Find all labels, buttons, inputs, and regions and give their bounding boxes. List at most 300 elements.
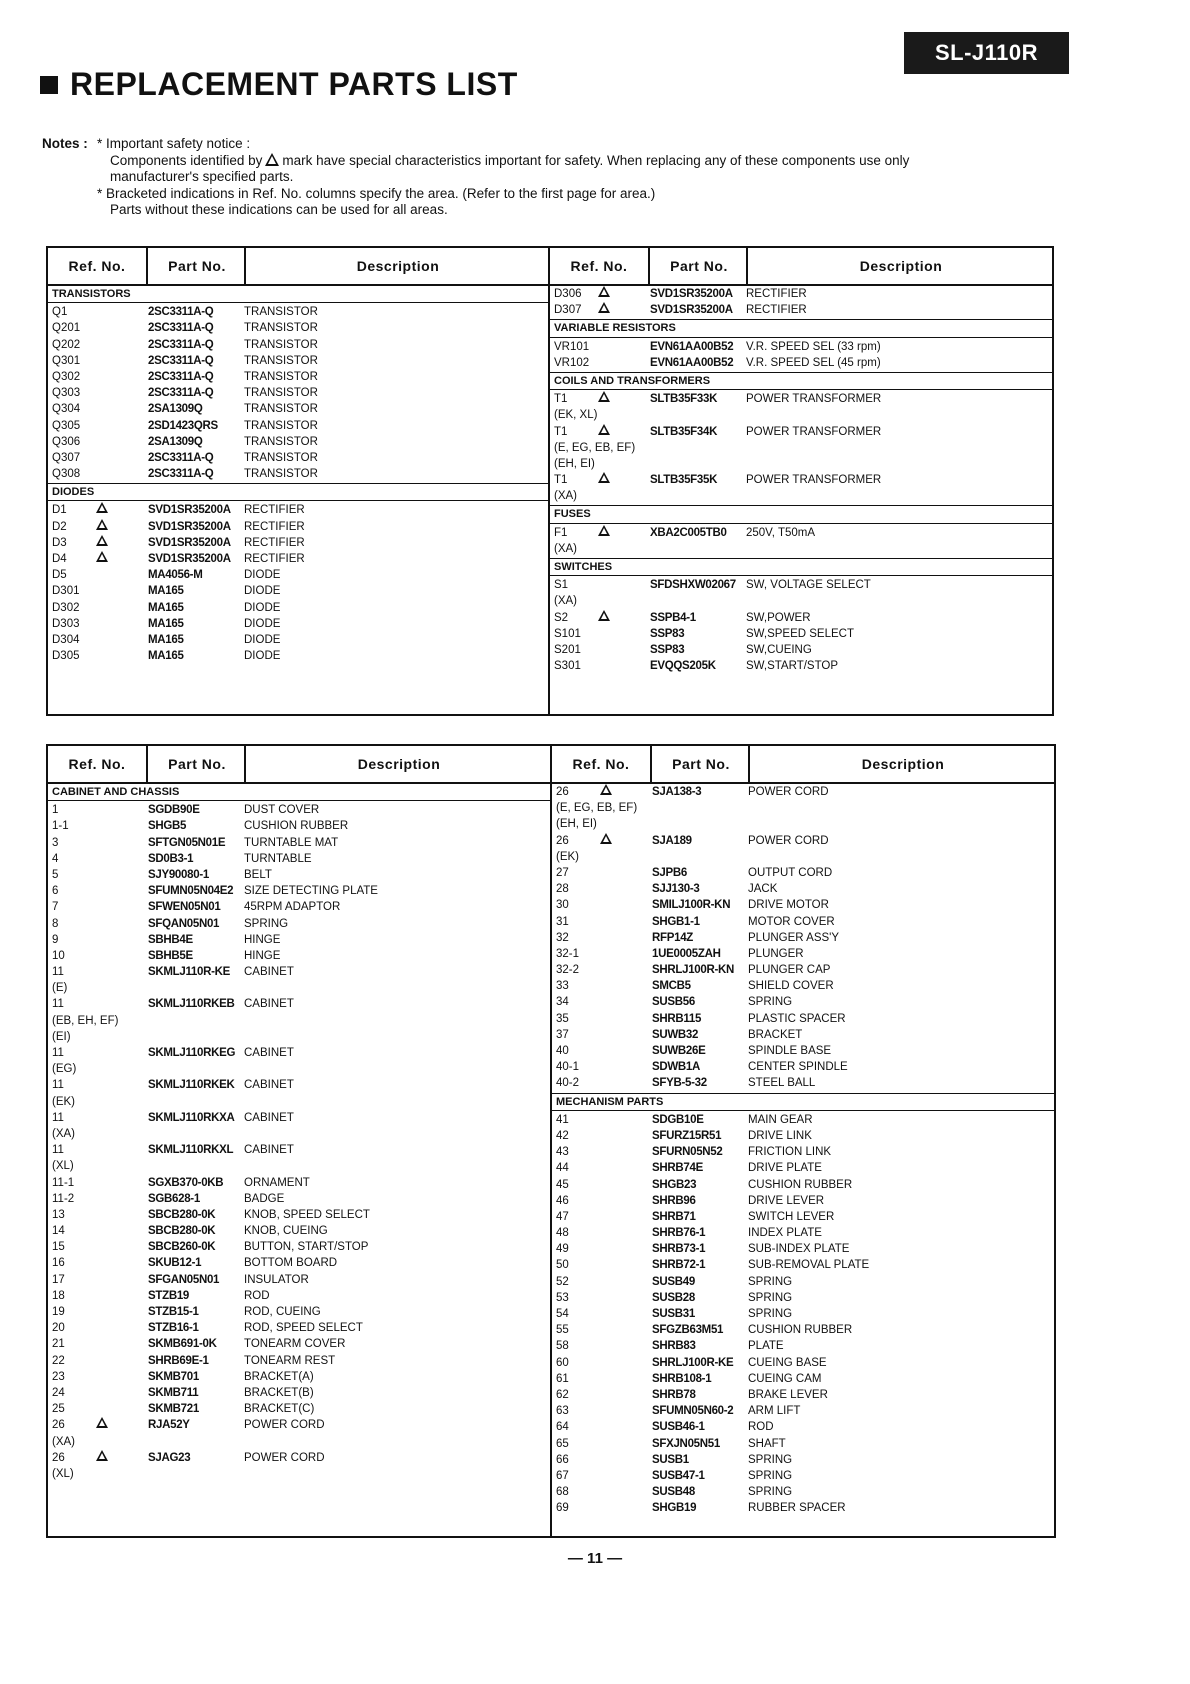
table-row bbox=[550, 286, 1054, 302]
part-no: SFUMN05N04E2 bbox=[148, 885, 234, 898]
ref-no: 27 bbox=[556, 866, 569, 879]
warning-triangle-icon bbox=[598, 391, 610, 408]
table-row bbox=[48, 401, 548, 417]
part-no: SJAG23 bbox=[148, 1451, 191, 1464]
notes-line-3: manufacturer's specified parts. bbox=[110, 169, 294, 184]
table-row bbox=[550, 355, 1054, 371]
ref-no: 24 bbox=[52, 1386, 65, 1399]
ref-no: 40-1 bbox=[556, 1061, 580, 1074]
ref-no: 10 bbox=[52, 949, 65, 962]
table-row bbox=[552, 1257, 1056, 1273]
ref-no: D306 bbox=[554, 288, 582, 300]
part-no: MA165 bbox=[148, 617, 184, 630]
table2-right-panel bbox=[550, 746, 1056, 1536]
ref-no: 44 bbox=[556, 1162, 569, 1175]
table-row bbox=[48, 353, 548, 369]
description: TURNTABLE MAT bbox=[244, 836, 339, 849]
description: RECTIFIER bbox=[746, 304, 807, 317]
part-no: SHRB83 bbox=[652, 1340, 696, 1353]
table-row bbox=[550, 488, 1054, 504]
description: DRIVE LINK bbox=[748, 1129, 812, 1142]
part-no: SMCB5 bbox=[652, 980, 691, 993]
table-row bbox=[552, 800, 1056, 816]
part-no: SKMLJ110RKEB bbox=[148, 998, 235, 1011]
table-row bbox=[552, 833, 1056, 849]
table1-left-panel bbox=[48, 248, 548, 714]
table-row bbox=[48, 320, 548, 336]
description: BRACKET(A) bbox=[244, 1370, 314, 1383]
col-header-desc: Description bbox=[244, 746, 552, 782]
part-no: SLTB35F34K bbox=[650, 425, 718, 438]
ref-no: 32 bbox=[556, 931, 569, 944]
section-header: DIODES bbox=[48, 483, 548, 501]
part-no: SD0B3-1 bbox=[148, 852, 194, 865]
ref-no: 48 bbox=[556, 1227, 569, 1240]
ref-no: 46 bbox=[556, 1194, 569, 1207]
part-no: SVD1SR35200A bbox=[650, 304, 733, 317]
part-no: SKMLJ110RKXL bbox=[148, 1144, 234, 1157]
description: SPINDLE BASE bbox=[748, 1045, 832, 1057]
description: PLASTIC SPACER bbox=[748, 1012, 846, 1025]
part-no: SKMB691-0K bbox=[148, 1338, 217, 1351]
part-no: MA165 bbox=[148, 601, 184, 614]
table-row bbox=[48, 1029, 550, 1045]
col-header-part: Part No. bbox=[146, 746, 246, 782]
table-row bbox=[550, 626, 1054, 642]
table-row bbox=[552, 1338, 1056, 1354]
part-no: 2SC3311A-Q bbox=[148, 370, 214, 383]
warning-triangle-icon bbox=[598, 424, 610, 441]
part-no: SDWB1A bbox=[652, 1061, 701, 1074]
part-no: XBA2C005TB0 bbox=[650, 526, 727, 539]
ref-no: 7 bbox=[52, 901, 59, 914]
part-no: SFURN05N52 bbox=[652, 1146, 723, 1159]
table-row bbox=[48, 1288, 550, 1304]
part-no: SGB628-1 bbox=[148, 1192, 200, 1205]
description: SW,START/STOP bbox=[746, 660, 839, 673]
description: SPRING bbox=[748, 1291, 793, 1304]
part-no: SBCB280-0K bbox=[148, 1225, 216, 1238]
warning-triangle-icon bbox=[598, 525, 610, 542]
ref-no: 5 bbox=[52, 868, 59, 881]
ref-no: 9 bbox=[52, 933, 59, 946]
ref-no: D5 bbox=[52, 569, 67, 582]
description: CUEING BASE bbox=[748, 1356, 827, 1369]
ref-no: Q301 bbox=[52, 354, 81, 367]
ref-no: 26 bbox=[556, 834, 569, 847]
part-no: SSP83 bbox=[650, 643, 685, 656]
table-row bbox=[48, 466, 548, 482]
table-row bbox=[552, 849, 1056, 865]
description: RECTIFIER bbox=[746, 288, 807, 300]
description: PLUNGER CAP bbox=[748, 964, 831, 977]
table-row bbox=[550, 302, 1054, 318]
ref-no: 14 bbox=[52, 1225, 65, 1238]
warning-triangle-icon bbox=[598, 302, 610, 319]
description: SHAFT bbox=[748, 1437, 786, 1450]
part-no: SVD1SR35200A bbox=[148, 553, 231, 565]
description: 45RPM ADAPTOR bbox=[244, 901, 341, 914]
part-no: EVQQS205K bbox=[650, 660, 716, 673]
table-row bbox=[48, 1255, 550, 1271]
table-row bbox=[48, 1434, 550, 1450]
part-no: EVN61AA00B52 bbox=[650, 340, 734, 353]
part-no: SLTB35F35K bbox=[650, 474, 718, 487]
notes-line-5: Parts without these indications can be used for all areas. bbox=[110, 202, 448, 217]
parts-table-electrical bbox=[46, 246, 1054, 716]
part-no: MA165 bbox=[148, 585, 184, 598]
part-no: 2SC3311A-Q bbox=[148, 338, 214, 351]
part-no: SHRB76-1 bbox=[652, 1227, 706, 1240]
ref-no: 40-2 bbox=[556, 1077, 580, 1090]
description: TRANSISTOR bbox=[244, 468, 318, 481]
ref-no: (EG) bbox=[52, 1063, 77, 1076]
part-no: SUSB28 bbox=[652, 1291, 695, 1304]
part-no: SHRB72-1 bbox=[652, 1259, 706, 1272]
description: CUSHION RUBBER bbox=[748, 1324, 853, 1337]
table-row bbox=[48, 1045, 550, 1061]
table-row bbox=[552, 1371, 1056, 1387]
part-no: MA165 bbox=[148, 650, 184, 663]
description: POWER TRANSFORMER bbox=[746, 474, 882, 487]
ref-no: 49 bbox=[556, 1243, 569, 1256]
description: DIODE bbox=[244, 601, 281, 614]
ref-no: 11 bbox=[52, 1144, 64, 1157]
table2-right-header bbox=[552, 746, 1056, 784]
description: TRANSISTOR bbox=[244, 419, 318, 432]
part-no: SDGB10E bbox=[652, 1113, 704, 1126]
ref-no: 8 bbox=[52, 917, 59, 930]
description: RECTIFIER bbox=[244, 553, 305, 565]
table-row bbox=[550, 456, 1054, 472]
description: JACK bbox=[748, 883, 778, 896]
table-row bbox=[48, 1320, 550, 1336]
table-row bbox=[550, 391, 1054, 407]
description: BELT bbox=[244, 868, 272, 881]
description: 250V, T50mA bbox=[746, 526, 816, 539]
description: TRANSISTOR bbox=[244, 370, 318, 383]
part-no: SVD1SR35200A bbox=[650, 288, 733, 300]
table-row bbox=[48, 1466, 550, 1482]
description: RECTIFIER bbox=[244, 520, 305, 533]
part-no: MA4056-M bbox=[148, 569, 203, 582]
warning-triangle-icon bbox=[96, 535, 108, 552]
ref-no: 32-2 bbox=[556, 964, 580, 977]
table-row bbox=[552, 1468, 1056, 1484]
table-row bbox=[550, 577, 1054, 593]
table-row bbox=[48, 948, 550, 964]
table-row bbox=[48, 996, 550, 1012]
description: FRICTION LINK bbox=[748, 1146, 832, 1159]
ref-no: (XL) bbox=[52, 1467, 74, 1480]
warning-triangle-icon bbox=[96, 502, 108, 519]
description: POWER TRANSFORMER bbox=[746, 393, 882, 406]
table-row bbox=[48, 916, 550, 932]
ref-no: S201 bbox=[554, 643, 581, 656]
ref-no: D303 bbox=[52, 617, 80, 630]
description: SPRING bbox=[748, 1308, 793, 1320]
ref-no: 11-2 bbox=[52, 1192, 75, 1205]
ref-no: (E) bbox=[52, 982, 68, 995]
table-row bbox=[552, 1112, 1056, 1128]
ref-no: 30 bbox=[556, 899, 569, 912]
table-row bbox=[552, 1290, 1056, 1306]
part-no: SHRB108-1 bbox=[652, 1372, 712, 1385]
ref-no: Q201 bbox=[52, 322, 81, 335]
ref-no: D305 bbox=[52, 650, 80, 663]
ref-no: (EB, EH, EF) bbox=[52, 1014, 119, 1027]
part-no: MA165 bbox=[148, 633, 184, 646]
ref-no: S101 bbox=[554, 627, 581, 640]
ref-no: Q307 bbox=[52, 451, 81, 464]
table-row bbox=[48, 980, 550, 996]
table-row bbox=[550, 440, 1054, 456]
col-header-ref: Ref. No. bbox=[572, 756, 630, 772]
ref-no: 58 bbox=[556, 1340, 569, 1353]
part-no: SKMB711 bbox=[148, 1386, 199, 1399]
ref-no: T1 bbox=[554, 474, 568, 487]
table-row bbox=[48, 304, 548, 320]
ref-no: (EK) bbox=[556, 850, 579, 863]
table-row bbox=[48, 802, 550, 818]
table-row bbox=[48, 818, 550, 834]
warning-triangle-icon bbox=[96, 551, 108, 568]
part-no: SUSB46-1 bbox=[652, 1421, 705, 1434]
table-row bbox=[48, 1417, 550, 1433]
part-no: SKMLJ110RKEG bbox=[148, 1047, 236, 1059]
ref-no: 69 bbox=[556, 1502, 569, 1515]
ref-no: D302 bbox=[52, 601, 80, 614]
description: SIZE DETECTING PLATE bbox=[244, 885, 378, 898]
part-no: SUWB32 bbox=[652, 1028, 699, 1041]
description: SW,POWER bbox=[746, 611, 811, 624]
part-no: SGDB90E bbox=[148, 804, 200, 817]
table2-left-panel bbox=[48, 746, 550, 1536]
ref-no: 52 bbox=[556, 1275, 569, 1288]
col-header-ref: Ref. No. bbox=[570, 258, 628, 274]
ref-no: 53 bbox=[556, 1291, 569, 1304]
part-no: RFP14Z bbox=[652, 931, 694, 944]
ref-no: VR102 bbox=[554, 356, 590, 369]
ref-no: 17 bbox=[52, 1273, 65, 1286]
table-row bbox=[48, 1450, 550, 1466]
ref-no: (EK, XL) bbox=[554, 409, 598, 422]
table-row bbox=[48, 1223, 550, 1239]
ref-no: 50 bbox=[556, 1259, 569, 1272]
description: DIODE bbox=[244, 617, 281, 630]
table-row bbox=[552, 1144, 1056, 1160]
description: DIODE bbox=[244, 585, 281, 598]
part-no: SUSB1 bbox=[652, 1453, 689, 1466]
table-row bbox=[48, 567, 548, 583]
ref-no: 60 bbox=[556, 1356, 569, 1369]
description: TRANSISTOR bbox=[244, 354, 318, 367]
description: TRANSISTOR bbox=[244, 306, 318, 319]
notes-line-1: * Important safety notice : bbox=[97, 136, 251, 151]
part-no: RJA52Y bbox=[148, 1419, 190, 1432]
table-row bbox=[550, 658, 1054, 674]
description: PLUNGER bbox=[748, 947, 804, 960]
part-no: SFXJN05N51 bbox=[652, 1437, 720, 1450]
ref-no: 11 bbox=[52, 966, 64, 979]
ref-no: 1 bbox=[52, 804, 59, 817]
description: ORNAMENT bbox=[244, 1176, 310, 1189]
description: DIODE bbox=[244, 650, 281, 663]
description: TURNTABLE bbox=[244, 852, 312, 865]
ref-no: 61 bbox=[556, 1372, 569, 1385]
section-header: VARIABLE RESISTORS bbox=[550, 319, 1054, 337]
part-no: SUSB48 bbox=[652, 1486, 695, 1499]
table-row bbox=[552, 994, 1056, 1010]
description: SPRING bbox=[748, 1486, 793, 1499]
description: CENTER SPINDLE bbox=[748, 1061, 848, 1074]
warning-triangle-icon bbox=[96, 519, 108, 536]
description: TRANSISTOR bbox=[244, 435, 318, 448]
part-no: SKMLJ110RKEK bbox=[148, 1079, 235, 1092]
table-row bbox=[552, 1043, 1056, 1059]
ref-no: Q1 bbox=[52, 306, 68, 319]
description: STEEL BALL bbox=[748, 1077, 816, 1090]
description: MAIN GEAR bbox=[748, 1113, 813, 1126]
warning-triangle-icon bbox=[598, 472, 610, 489]
ref-no: 65 bbox=[556, 1437, 569, 1450]
description: SW, VOLTAGE SELECT bbox=[746, 579, 871, 592]
ref-no: 35 bbox=[556, 1012, 569, 1025]
table-row bbox=[550, 541, 1054, 557]
ref-no: Q304 bbox=[52, 403, 81, 416]
ref-no: (E, EG, EB, EF) bbox=[556, 802, 638, 815]
part-no: STZB15-1 bbox=[148, 1306, 199, 1318]
table-row bbox=[48, 337, 548, 353]
part-no: SKMLJ110RKXA bbox=[148, 1111, 235, 1124]
part-no: SFTGN05N01E bbox=[148, 836, 226, 849]
section-header: FUSES bbox=[550, 505, 1054, 523]
description: SPRING bbox=[748, 1469, 793, 1482]
table-row bbox=[552, 1193, 1056, 1209]
description: V.R. SPEED SEL (45 rpm) bbox=[746, 356, 881, 369]
table-row bbox=[550, 472, 1054, 488]
part-no: 2SC3311A-Q bbox=[148, 322, 214, 335]
warning-triangle-icon bbox=[96, 1417, 108, 1434]
ref-no: Q302 bbox=[52, 370, 81, 383]
notes-block bbox=[42, 136, 1062, 219]
warning-triangle-icon bbox=[598, 286, 610, 303]
ref-no: 4 bbox=[52, 852, 59, 865]
description: SW,CUEING bbox=[746, 643, 812, 656]
table-row bbox=[552, 1500, 1056, 1516]
part-no: 2SA1309Q bbox=[148, 435, 203, 448]
ref-no: Q305 bbox=[52, 419, 81, 432]
table-row bbox=[48, 1094, 550, 1110]
warning-triangle-icon bbox=[600, 833, 612, 850]
warning-triangle-icon bbox=[96, 1450, 108, 1467]
ref-no: D2 bbox=[52, 520, 67, 533]
description: POWER CORD bbox=[244, 1419, 325, 1432]
ref-no: S2 bbox=[554, 611, 569, 624]
ref-no: 28 bbox=[556, 883, 569, 896]
description: TRANSISTOR bbox=[244, 403, 318, 416]
table-row bbox=[552, 1419, 1056, 1435]
table-row bbox=[48, 551, 548, 567]
part-no: SSP83 bbox=[650, 627, 685, 640]
description: ROD, CUEING bbox=[244, 1306, 321, 1318]
description: V.R. SPEED SEL (33 rpm) bbox=[746, 340, 881, 353]
table1-left-header bbox=[48, 248, 548, 286]
part-no: SHRB73-1 bbox=[652, 1243, 706, 1256]
description: INDEX PLATE bbox=[748, 1227, 822, 1240]
table-row bbox=[48, 932, 550, 948]
description: RECTIFIER bbox=[244, 504, 305, 517]
ref-no: D307 bbox=[554, 304, 582, 317]
notes-line-2-post: mark have special characteristics important for safety. When replacing any of these components use only bbox=[282, 152, 910, 168]
part-no: SFDSHXW02067 bbox=[650, 579, 736, 592]
table-row bbox=[48, 1191, 550, 1207]
part-no: SKMB701 bbox=[148, 1370, 199, 1383]
ref-no: 16 bbox=[52, 1257, 65, 1270]
table-row bbox=[48, 1013, 550, 1029]
description: BRACKET bbox=[748, 1028, 803, 1041]
ref-no: VR101 bbox=[554, 340, 590, 353]
part-no: SFGZB63M51 bbox=[652, 1324, 724, 1337]
table-row bbox=[48, 1385, 550, 1401]
ref-no: 3 bbox=[52, 836, 59, 849]
table-row bbox=[48, 1061, 550, 1077]
description: PLATE bbox=[748, 1340, 784, 1353]
table-row bbox=[550, 424, 1054, 440]
description: POWER CORD bbox=[244, 1451, 325, 1464]
description: CUSHION RUBBER bbox=[748, 1178, 853, 1191]
description: KNOB, CUEING bbox=[244, 1225, 328, 1238]
table-row bbox=[48, 1369, 550, 1385]
table1-right-body bbox=[550, 286, 1054, 674]
description: CUSHION RUBBER bbox=[244, 820, 349, 833]
description: ROD, SPEED SELECT bbox=[244, 1322, 363, 1335]
page-title-text: REPLACEMENT PARTS LIST bbox=[70, 66, 518, 102]
part-no: SJJ130-3 bbox=[652, 883, 700, 896]
table-row bbox=[552, 897, 1056, 913]
table-row bbox=[48, 583, 548, 599]
description: ROD bbox=[244, 1289, 270, 1302]
part-no: EVN61AA00B52 bbox=[650, 356, 734, 369]
ref-no: 67 bbox=[556, 1469, 569, 1482]
table-row bbox=[48, 600, 548, 616]
description: BADGE bbox=[244, 1192, 285, 1205]
model-label: SL-J110R bbox=[904, 32, 1069, 74]
description: POWER TRANSFORMER bbox=[746, 425, 882, 438]
ref-no: D304 bbox=[52, 633, 80, 646]
ref-no: 11-1 bbox=[52, 1176, 75, 1189]
col-header-part: Part No. bbox=[648, 248, 748, 284]
ref-no: 66 bbox=[556, 1453, 569, 1466]
ref-no: 55 bbox=[556, 1324, 569, 1337]
part-no: 2SA1309Q bbox=[148, 403, 203, 416]
ref-no: 42 bbox=[556, 1129, 569, 1142]
part-no: SBHB4E bbox=[148, 933, 193, 946]
part-no: SFYB-5-32 bbox=[652, 1077, 707, 1090]
description: DRIVE MOTOR bbox=[748, 899, 829, 912]
description: DRIVE PLATE bbox=[748, 1162, 822, 1175]
description: KNOB, SPEED SELECT bbox=[244, 1208, 370, 1221]
description: SPRING bbox=[244, 917, 289, 930]
ref-no: 23 bbox=[52, 1370, 65, 1383]
part-no: SJA138-3 bbox=[652, 786, 702, 798]
ref-no: 33 bbox=[556, 980, 569, 993]
ref-no: D301 bbox=[52, 585, 80, 598]
ref-no: 26 bbox=[52, 1451, 65, 1464]
description: TONEARM REST bbox=[244, 1354, 336, 1367]
table-row bbox=[552, 1306, 1056, 1322]
col-header-part: Part No. bbox=[650, 746, 750, 782]
